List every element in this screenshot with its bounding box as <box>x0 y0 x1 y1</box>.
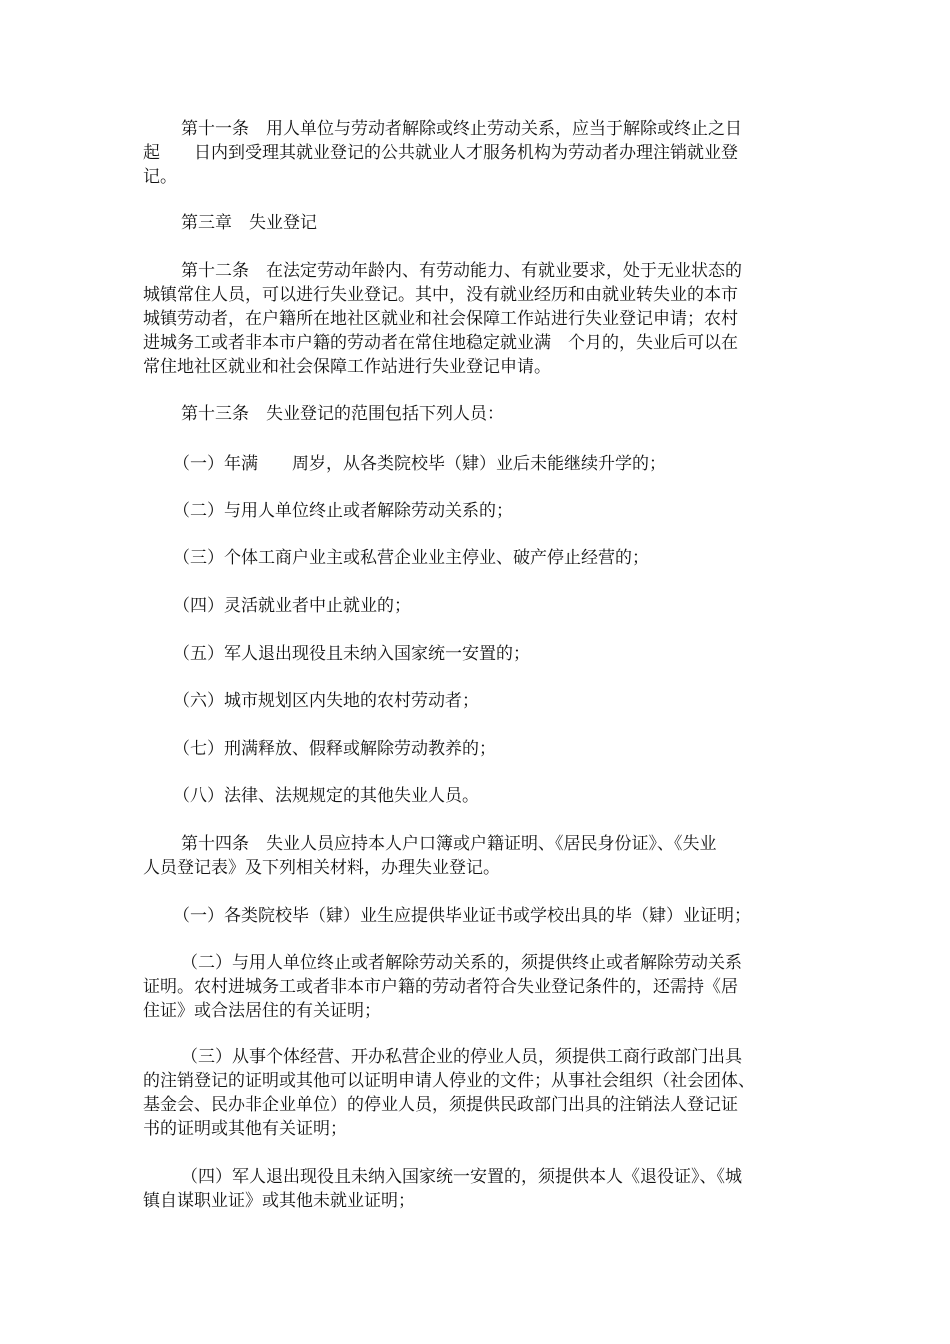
list-item-line-1: （二）与用人单位终止或者解除劳动关系的，须提供终止或者解除劳动关系 <box>181 953 742 973</box>
article-13-item-3 <box>143 546 811 570</box>
article-13-item-2 <box>143 499 811 523</box>
list-item: （六）城市规划区内失地的农村劳动者； <box>173 691 479 711</box>
article-11-line-1: 第十一条 用人单位与劳动者解除或终止劳动关系，应当于解除或终止之日 <box>181 119 742 139</box>
list-item-line-2: 的注销登记的证明或其他可以证明申请人停业的文件；从事社会组织（社会团体、 <box>143 1071 755 1091</box>
list-item: （四）灵活就业者中止就业的； <box>173 596 411 616</box>
list-item-line-3: 基金会、民办非企业单位）的停业人员，须提供民政部门出具的注销法人登记证 <box>143 1095 738 1115</box>
article-12-line-1: 第十二条 在法定劳动年龄内、有劳动能力、有就业要求，处于无业状态的 <box>181 261 742 281</box>
article-14 <box>143 832 811 880</box>
list-item: （三）个体工商户业主或私营企业业主停业、破产停止经营的； <box>173 548 649 568</box>
list-item-line-1: （四）军人退出现役且未纳入国家统一安置的，须提供本人《退役证》、《城 <box>181 1167 742 1187</box>
list-item-line-3: 住证》或合法居住的有关证明； <box>143 1001 381 1021</box>
article-12 <box>143 259 811 379</box>
article-14-item-2 <box>143 951 811 1023</box>
article-14-line-1: 第十四条 失业人员应持本人户口簿或户籍证明、《居民身份证》、《失业 <box>181 834 717 854</box>
article-11-line-3: 记。 <box>143 167 177 187</box>
article-12-line-3: 城镇劳动者，在户籍所在地社区就业和社会保障工作站进行失业登记申请；农村 <box>143 309 738 329</box>
article-13-item-7 <box>143 737 811 761</box>
list-item: （五）军人退出现役且未纳入国家统一安置的； <box>173 644 530 664</box>
article-11 <box>143 117 811 189</box>
list-item-line-2: 证明。农村进城务工或者非本市户籍的劳动者符合失业登记条件的，还需持《居 <box>143 977 738 997</box>
article-13-item-8 <box>143 784 811 808</box>
article-13-line-1: 第十三条 失业登记的范围包括下列人员： <box>181 404 504 424</box>
article-12-line-2: 城镇常住人员，可以进行失业登记。其中，没有就业经历和由就业转失业的本市 <box>143 285 738 305</box>
list-item-line-1: （三）从事个体经营、开办私营企业的停业人员，须提供工商行政部门出具 <box>181 1047 742 1067</box>
article-14-item-3 <box>143 1045 811 1141</box>
article-14-item-1 <box>143 904 811 928</box>
list-item-line-2: 镇自谋职业证》或其他未就业证明； <box>143 1191 415 1211</box>
article-12-line-4: 进城务工或者非本市户籍的劳动者在常住地稳定就业满 个月的，失业后可以在 <box>143 333 738 353</box>
article-12-line-5: 常住地社区就业和社会保障工作站进行失业登记申请。 <box>143 357 551 377</box>
list-item: （二）与用人单位终止或者解除劳动关系的； <box>173 501 513 521</box>
article-14-line-2: 人员登记表》及下列相关材料，办理失业登记。 <box>143 858 500 878</box>
article-14-item-4 <box>143 1165 811 1213</box>
article-13 <box>143 402 811 426</box>
list-item-line-4: 书的证明或其他有关证明； <box>143 1119 347 1139</box>
list-item: （八）法律、法规规定的其他失业人员。 <box>173 786 479 806</box>
article-13-item-1 <box>143 452 811 476</box>
list-item: （一）各类院校毕（肄）业生应提供毕业证书或学校出具的毕（肄）业证明； <box>173 906 751 926</box>
article-13-item-6 <box>143 689 811 713</box>
chapter-3-title: 第三章 失业登记 <box>181 213 317 233</box>
chapter-3-heading <box>143 211 811 235</box>
list-item: （七）刑满释放、假释或解除劳动教养的； <box>173 739 496 759</box>
list-item: （一）年满 周岁，从各类院校毕（肄）业后未能继续升学的； <box>173 454 666 474</box>
article-13-item-5 <box>143 642 811 666</box>
article-11-line-2: 起 日内到受理其就业登记的公共就业人才服务机构为劳动者办理注销就业登 <box>143 143 738 163</box>
article-13-item-4 <box>143 594 811 618</box>
